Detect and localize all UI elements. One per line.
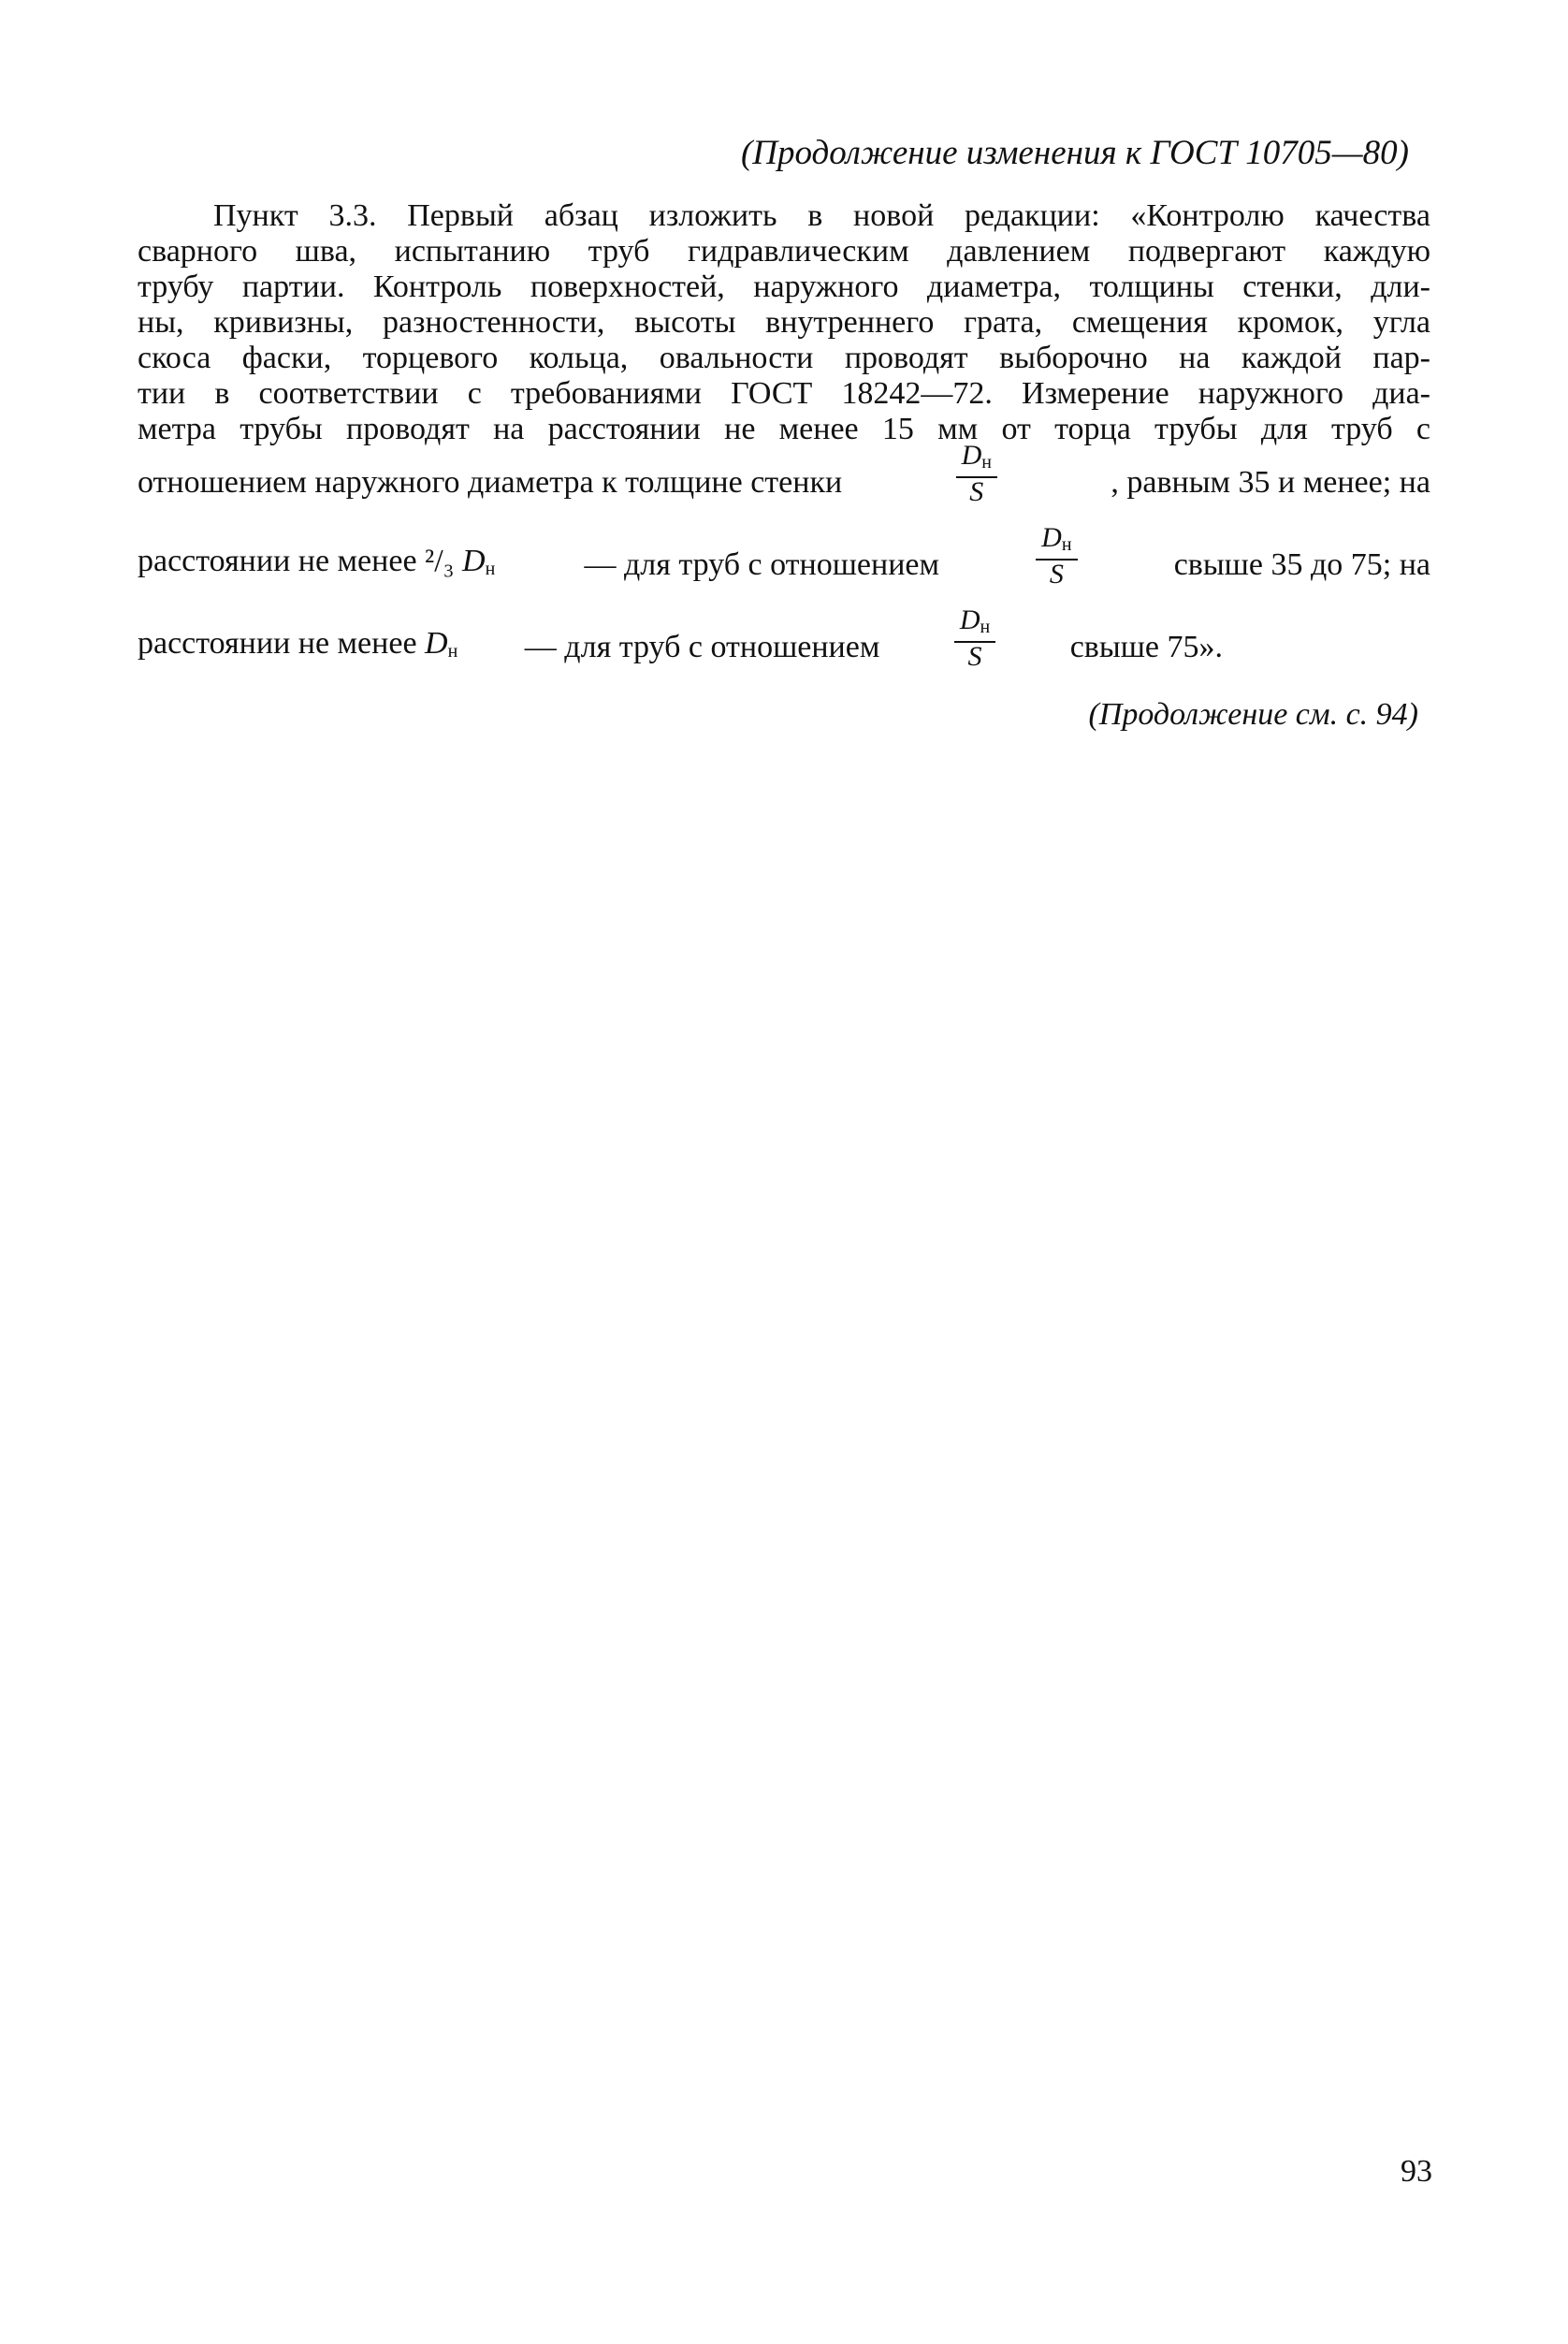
body-line-6: тии в соответствии с требованиями ГОСТ 18242—72. Измерение наружного диа-	[138, 376, 1430, 411]
body-line-1: Пункт 3.3. Первый абзац изложить в новой редакции: «Контролю качества	[213, 198, 1430, 233]
page-number: 93	[1401, 2154, 1432, 2189]
fraction-denominator: S	[1049, 558, 1064, 590]
line10-middle: — для труб с отношением	[524, 630, 880, 664]
dn-over-s-fraction	[1036, 521, 1077, 590]
dn-over-s-fraction	[956, 439, 997, 507]
body-line-7: метра трубы проводят на расстоянии не менее 15 мм от торца трубы для труб с	[138, 412, 1430, 446]
dn-over-s-fraction	[954, 606, 995, 671]
body-line-2: сварного шва, испытанию труб гидравлическим давлением подвергают каждую	[138, 234, 1430, 269]
fraction-numerator: $D_н$	[1036, 524, 1077, 561]
fraction-denominator: S	[969, 475, 984, 507]
continued-note: (Продолжение см. с. 94)	[1088, 697, 1418, 732]
body-line-8	[138, 439, 1430, 518]
fraction-numerator: $D_н$	[956, 442, 997, 478]
body-line-4: ны, кривизны, разностенности, высоты внутреннего грата, смещения кромок, угла	[138, 305, 1430, 340]
fraction-denominator: S	[967, 640, 982, 672]
line10-before: расстоянии не менее $D_н$	[138, 626, 458, 662]
line9-before: расстоянии не менее ²/₃ $D_н$	[138, 544, 496, 579]
body-line-9	[138, 521, 1430, 601]
body-line-3: трубу партии. Контроль поверхностей, наружного диаметра, толщины стенки, дли-	[138, 269, 1430, 304]
body-line-5: скоса фаски, торцевого кольца, овальности проводят выборочно на каждой пар-	[138, 341, 1430, 375]
line8-before: отношением наружного диаметра к толщине стенки	[138, 465, 843, 500]
line9-middle: — для труб с отношением	[584, 547, 939, 582]
line9-after: свыше 35 до 75; на	[1173, 547, 1430, 582]
line10-after: свыше 75».	[1069, 630, 1223, 664]
fraction-numerator: $D_н$	[954, 606, 995, 643]
page-header: (Продолжение изменения к ГОСТ 10705—80)	[740, 134, 1409, 172]
line8-after: , равным 35 и менее; на	[1111, 465, 1430, 500]
body-line-10	[138, 604, 1223, 683]
